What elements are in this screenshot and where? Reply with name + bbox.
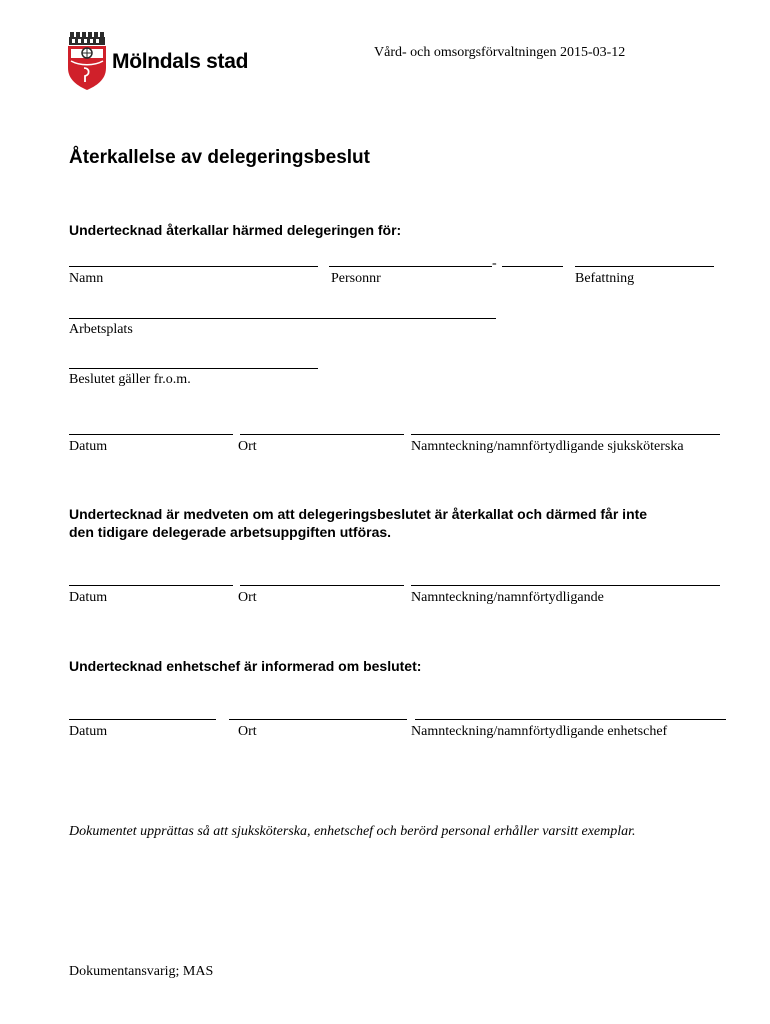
personnr-line-1 [329, 266, 492, 267]
label-personnr: Personnr [331, 271, 381, 286]
label-datum: Datum [69, 439, 108, 454]
label-ort: Ort [238, 724, 257, 739]
ort-line [240, 434, 404, 435]
city-crest-icon [66, 30, 110, 92]
section2-heading-line2: den tidigare delegerade arbetsuppgiften utföras. [69, 524, 392, 540]
namn-line [69, 266, 318, 267]
footnote: Dokumentet upprättas så att sjuksköterska, enhetschef och berörd personal erhåller varsitt exemplar. [69, 824, 636, 839]
personnr-line-2 [502, 266, 563, 267]
label-signature-staff: Namnteckning/namnförtydligande [411, 590, 604, 605]
signature-line [411, 585, 720, 586]
ort-line [240, 585, 404, 586]
datum-line [69, 719, 216, 720]
label-beslutet: Beslutet gäller fr.o.m. [69, 372, 191, 387]
logo-text: Mölndals stad [112, 50, 249, 73]
beslutet-line [69, 368, 318, 369]
label-signature-manager: Namnteckning/namnförtydligande enhetschef [411, 724, 668, 739]
befattning-line [575, 266, 714, 267]
label-namn: Namn [69, 271, 104, 286]
personnr-dash: - [492, 256, 497, 271]
ort-line [229, 719, 407, 720]
signature-line [411, 434, 720, 435]
datum-line [69, 585, 233, 586]
label-datum: Datum [69, 590, 108, 605]
label-arbetsplats: Arbetsplats [69, 322, 133, 337]
label-signature-nurse: Namnteckning/namnförtydligande sjuksköterska [411, 439, 684, 454]
label-ort: Ort [238, 439, 257, 454]
department-date: Vård- och omsorgsförvaltningen 2015-03-12 [374, 45, 626, 60]
label-datum: Datum [69, 724, 108, 739]
page-title: Återkallelse av delegeringsbeslut [69, 147, 370, 168]
section2-heading-line1: Undertecknad är medveten om att delegeringsbeslutet är återkallat och därmed får inte [69, 506, 648, 522]
section3-heading: Undertecknad enhetschef är informerad om beslutet: [69, 658, 422, 674]
datum-line [69, 434, 233, 435]
arbetsplats-line [69, 318, 496, 319]
document-owner: Dokumentansvarig; MAS [69, 964, 214, 979]
section1-heading: Undertecknad återkallar härmed delegeringen för: [69, 222, 402, 238]
signature-line [415, 719, 726, 720]
label-befattning: Befattning [575, 271, 635, 286]
label-ort: Ort [238, 590, 257, 605]
